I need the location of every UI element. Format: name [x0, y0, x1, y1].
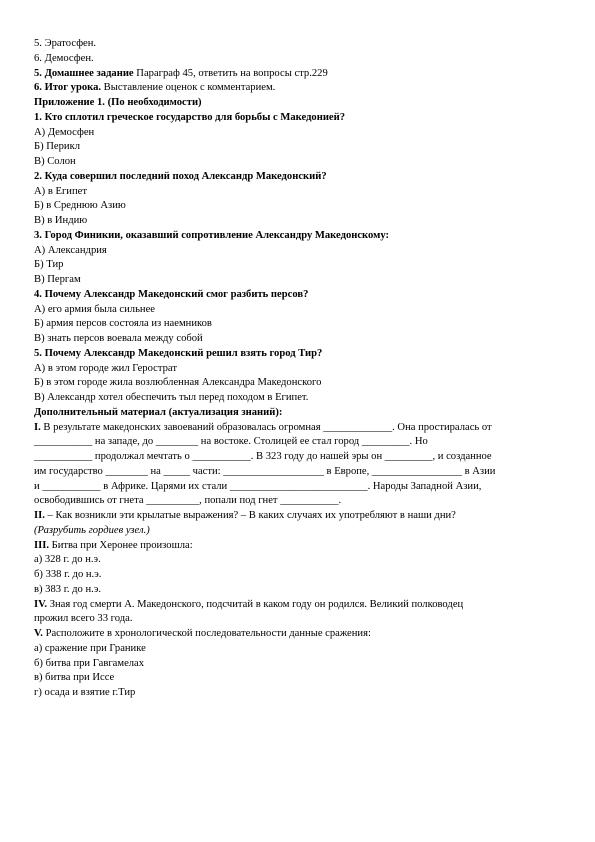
answer-option: Б) Тир — [34, 259, 64, 271]
task-1-line: ___________ на западе, до ________ на востоке. Столицей ее стал город _________. Но — [34, 436, 428, 448]
extra-material-heading: Дополнительный материал (актуализация знаний): — [34, 406, 283, 418]
task-1-line: ___________ продолжал мечтать о ___________. В 323 году до нашей эры он _________, и созданное — [34, 451, 492, 462]
task-number: V. — [34, 628, 43, 639]
task-2-hint: (Разрубить гордиев узел.) — [34, 524, 150, 536]
question-3: 3. Город Финикии, оказавший сопротивление Александру Македонскому: — [34, 229, 390, 241]
question-1: 1. Кто сплотил греческое государство для борьбы с Македонией? — [34, 111, 346, 123]
list-item: 5. Эратосфен. — [34, 38, 97, 49]
task-1-line: им государство ________ на _____ части: ___________________ в Европе, _________________ в Азии — [34, 465, 496, 477]
list-item: а) сражение при Гранике — [34, 642, 146, 654]
answer-option: В) знать персов воевала между собой — [34, 333, 203, 344]
question-4: 4. Почему Александр Македонский смог разбить персов? — [34, 288, 309, 300]
answer-option: а) 328 г. до н.э. — [34, 554, 101, 566]
list-item: г) осада и взятие г.Тир — [34, 687, 136, 698]
list-item: б) битва при Гавгамелах — [34, 657, 145, 669]
answer-option: В) Солон — [34, 156, 76, 167]
list-item: в) битва при Иссе — [34, 672, 115, 684]
document-page — [34, 37, 564, 701]
answer-option: В) в Индию — [34, 215, 88, 226]
answer-option: Б) в этом городе жила возлюбленная Александра Македонского — [34, 377, 322, 389]
task-number: IV. — [34, 598, 48, 610]
task-number: III. — [34, 539, 50, 551]
answer-option: б) 338 г. до н.э. — [34, 569, 102, 580]
task-1-line: освободившись от гнета __________, попали под гнет ___________. — [34, 495, 342, 507]
answer-option: А) его армия была сильнее — [34, 303, 155, 315]
answer-option: Б) Перикл — [34, 141, 81, 153]
task-4-line: прожил всего 33 года. — [34, 613, 133, 625]
task-2-line: II. – Как возникли эти крылатые выражения? – В каких случаях их употребляют в наши дни? — [34, 510, 456, 521]
task-1-line: и ___________ в Африке. Царями их стали __________________________. Народы Западной Азии, — [34, 480, 482, 492]
summary-line — [34, 81, 564, 96]
answer-option: Б) армия персов состояла из наемников — [34, 318, 212, 330]
task-4-line: IV. Зная год смерти А. Македонского, подсчитай в каком году он родился. Великий полководец — [34, 598, 464, 610]
summary-text: Выставление оценок с комментарием. — [101, 82, 276, 94]
task-1-line: I. В результате македонских завоеваний образовалась огромная _____________. Она простиралась от — [34, 421, 492, 433]
task-3-line: III. Битва при Херонее произошла: — [34, 539, 193, 551]
answer-option: В) Пергам — [34, 274, 81, 285]
answer-option: А) в Египет — [34, 185, 87, 197]
question-5: 5. Почему Александр Македонский решил взять город Тир? — [34, 347, 323, 359]
answer-option: в) 383 г. до н.э. — [34, 583, 102, 595]
homework-line — [34, 67, 564, 82]
homework-text: Параграф 45, ответить на вопросы стр.229 — [133, 67, 328, 79]
list-item: 6. Демосфен. — [34, 52, 94, 64]
answer-option: Б) в Среднюю Азию — [34, 200, 126, 212]
answer-option: А) Александрия — [34, 244, 107, 256]
task-number: I. — [34, 421, 41, 433]
task-5-line: V. Расположите в хронологической последовательности данные сражения: — [34, 628, 371, 639]
summary-label: 6. Итог урока. — [34, 82, 102, 94]
answer-option: В) Александр хотел обеспечить тыл перед походом в Египет. — [34, 392, 309, 403]
answer-option: А) Демосфен — [34, 126, 95, 138]
homework-label: 5. Домашнее задание — [34, 67, 134, 79]
question-2: 2. Куда совершил последний поход Александр Македонский? — [34, 170, 327, 182]
answer-option: А) в этом городе жил Герострат — [34, 362, 177, 374]
appendix-heading: Приложение 1. (По необходимости) — [34, 97, 202, 108]
task-number: II. — [34, 510, 45, 521]
